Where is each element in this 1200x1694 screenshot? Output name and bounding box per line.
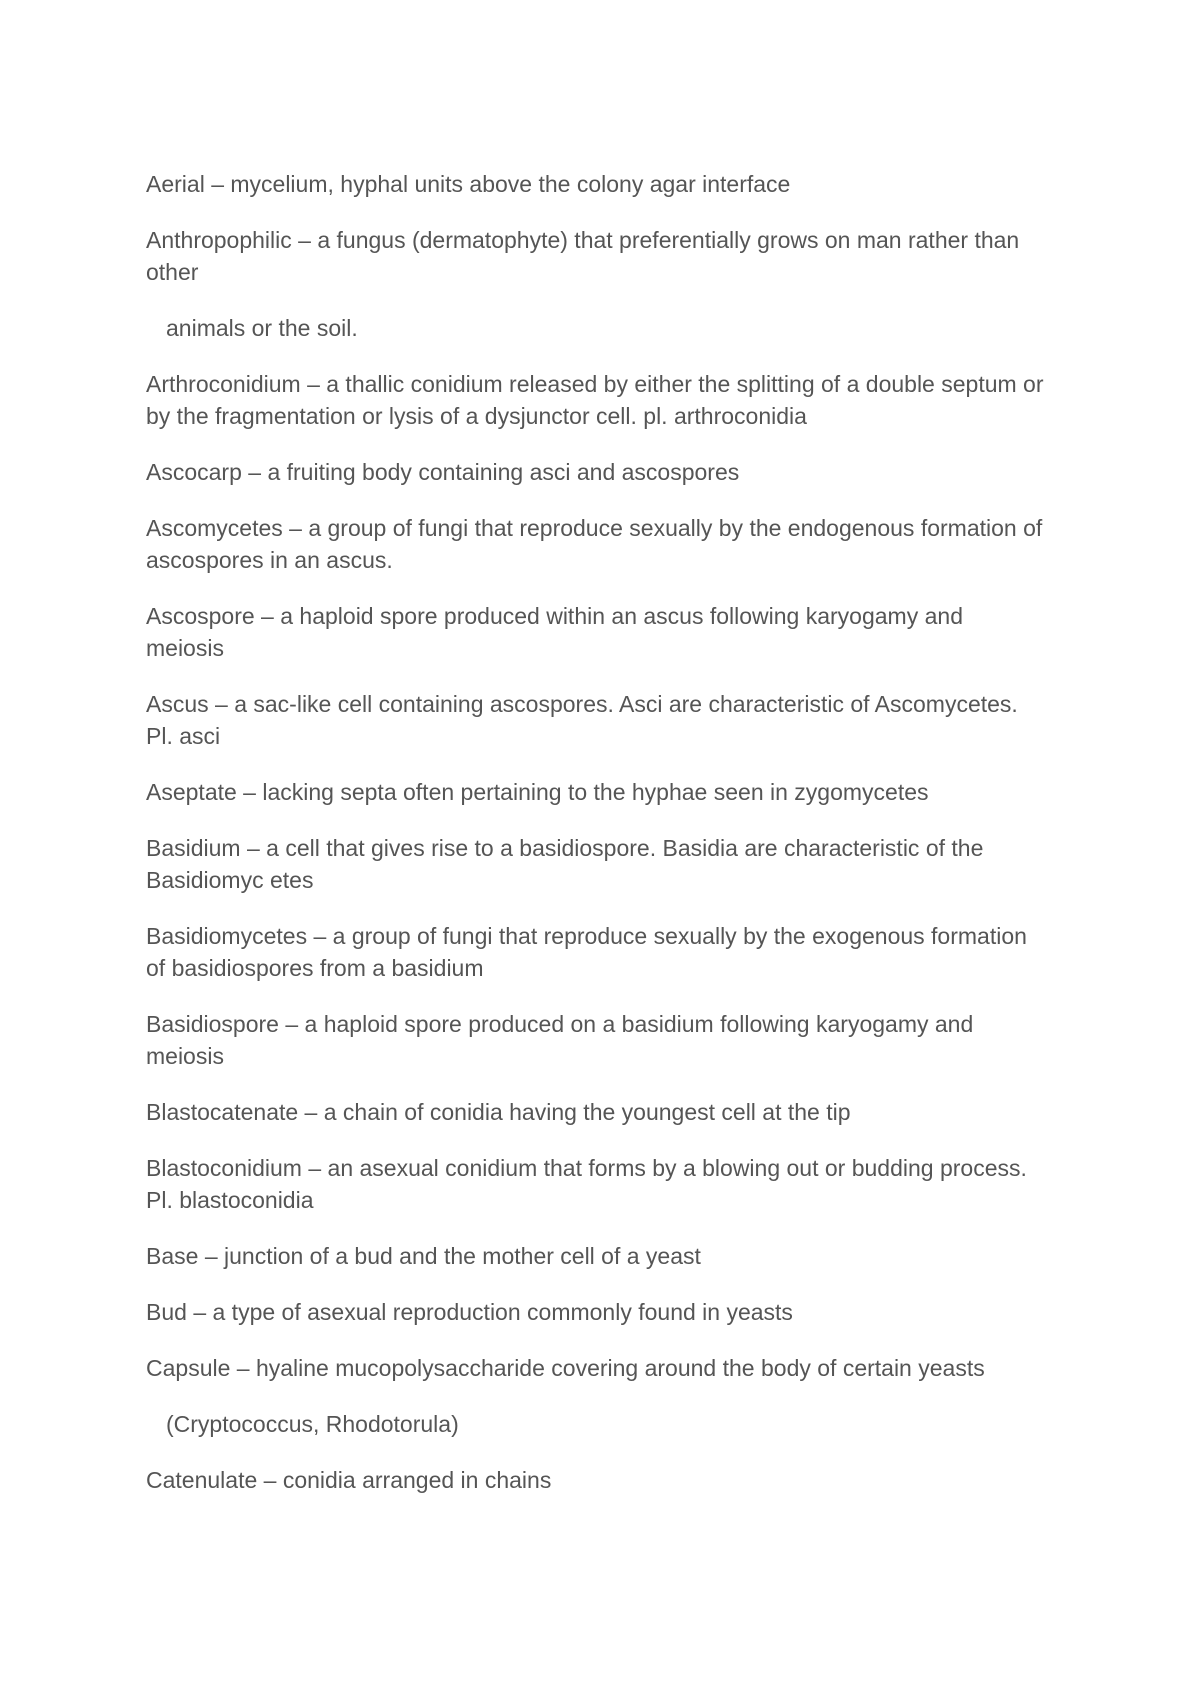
glossary-entry: Basidiospore – a haploid spore produced on a basidium following karyogamy and meiosis	[146, 1011, 974, 1069]
glossary-entry: Basidium – a cell that gives rise to a basidiospore. Basidia are characteristic of the Basidiomyc etes	[146, 835, 984, 893]
glossary-body	[146, 168, 1046, 1520]
glossary-entry: Aseptate – lacking septa often pertaining to the hyphae seen in zygomycetes	[146, 779, 929, 805]
glossary-entry: Ascomycetes – a group of fungi that reproduce sexually by the endogenous formation of ascospores in an ascus.	[146, 515, 1043, 573]
glossary-entry-continuation: animals or the soil.	[166, 315, 358, 341]
glossary-entry: Blastoconidium – an asexual conidium that forms by a blowing out or budding process. Pl. blastoconidia	[146, 1155, 1027, 1213]
glossary-entry: Blastocatenate – a chain of conidia having the youngest cell at the tip	[146, 1099, 851, 1125]
glossary-entry: Ascospore – a haploid spore produced within an ascus following karyogamy and meiosis	[146, 603, 963, 661]
glossary-entry: Catenulate – conidia arranged in chains	[146, 1467, 552, 1493]
glossary-entry: Arthroconidium – a thallic conidium released by either the splitting of a double septum or by the fragmentation or lysis of a dysjunctor cell. pl. arthroconidia	[146, 371, 1044, 429]
glossary-entry: Ascocarp – a fruiting body containing asci and ascospores	[146, 459, 740, 485]
glossary-entry: Ascus – a sac-like cell containing ascospores. Asci are characteristic of Ascomycetes. Pl. asci	[146, 691, 1018, 749]
glossary-entry: Capsule – hyaline mucopolysaccharide covering around the body of certain yeasts	[146, 1355, 985, 1381]
glossary-entry: Basidiomycetes – a group of fungi that reproduce sexually by the exogenous formation of basidiospores from a basidium	[146, 923, 1027, 981]
glossary-entry: Aerial – mycelium, hyphal units above the colony agar interface	[146, 171, 791, 197]
glossary-entry: Anthropophilic – a fungus (dermatophyte) that preferentially grows on man rather than other	[146, 227, 1020, 285]
glossary-entry-continuation: (Cryptococcus, Rhodotorula)	[166, 1411, 459, 1437]
glossary-entry: Bud – a type of asexual reproduction commonly found in yeasts	[146, 1299, 793, 1325]
glossary-entry: Base – junction of a bud and the mother cell of a yeast	[146, 1243, 701, 1269]
